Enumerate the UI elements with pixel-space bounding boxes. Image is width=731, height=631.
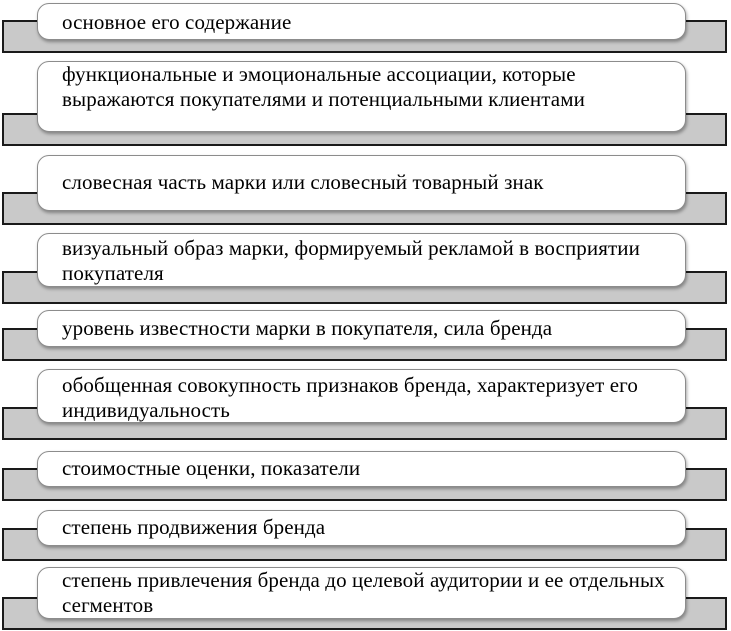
row-card-9-text: степень привлечения бренда до целевой аудитории и ее отдельных сегментов bbox=[62, 568, 665, 617]
row-card-8-text: степень продвижения бренда bbox=[62, 515, 326, 539]
row-card-6-text: обобщенная совокупность признаков бренда, характеризует его индивидуальность bbox=[62, 373, 638, 422]
row-card-3 bbox=[37, 155, 686, 211]
row-card-4-text: визуальный образ марки, формируемый рекламой в восприятии покупателя bbox=[62, 236, 640, 285]
row-card-4 bbox=[37, 233, 686, 287]
row-card-7-text: стоимостные оценки, показатели bbox=[62, 456, 361, 480]
row-card-1-text: основное его содержание bbox=[62, 10, 292, 34]
row-card-2-text: функциональные и эмоциональные ассоциации, которые выражаются покупателями и потенциальными клиентами bbox=[62, 62, 585, 111]
row-card-5-text: уровень известности марки в покупателя, сила бренда bbox=[62, 316, 553, 340]
row-card-7 bbox=[37, 451, 686, 487]
row-card-8 bbox=[37, 510, 686, 546]
row-card-1 bbox=[37, 3, 686, 40]
row-card-2 bbox=[37, 61, 686, 132]
row-card-9 bbox=[37, 567, 686, 619]
row-card-3-text: словесная часть марки или словесный товарный знак bbox=[62, 170, 544, 194]
row-card-5 bbox=[37, 310, 686, 347]
row-card-6 bbox=[37, 369, 686, 423]
